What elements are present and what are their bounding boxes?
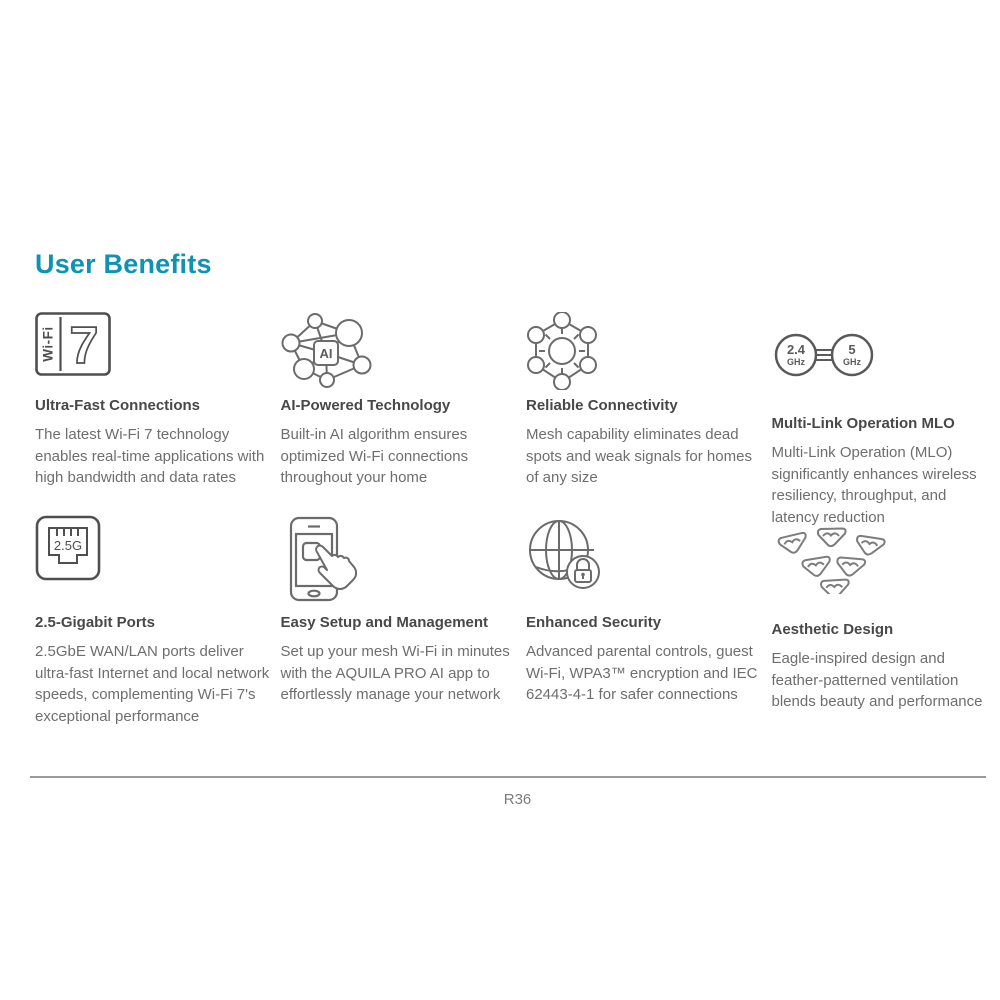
benefit-title: Reliable Connectivity <box>526 397 678 414</box>
benefit-title: Ultra-Fast Connections <box>35 397 201 414</box>
benefit-description: Mesh capability eliminates dead spots and weak signals for homes of any size <box>526 426 752 486</box>
benefit-reliable-connectivity <box>526 312 772 512</box>
footer-divider <box>30 776 986 778</box>
benefit-multi-link-operation <box>771 312 1000 526</box>
dual-band-link-icon <box>772 312 993 415</box>
benefit-easy-setup-management <box>281 512 527 727</box>
benefit-description: Advanced parental controls, guest Wi-Fi, WPA3™ encryption and IEC 62443-4-1 for safer connections <box>526 643 758 703</box>
port-speed-label: 2.5G <box>53 538 83 553</box>
feather-pattern-icon <box>772 512 993 621</box>
benefit-description: Multi-Link Operation (MLO) significantly enhances wireless resiliency, throughput, and latency reduction <box>771 444 977 526</box>
phone-tap-icon <box>281 512 519 614</box>
wifi-label: Wi-Fi <box>40 326 56 362</box>
wifi7-badge-icon <box>35 312 273 397</box>
ghz-label: GHz <box>842 356 861 367</box>
page-title: User Benefits <box>35 249 212 279</box>
globe-lock-icon <box>526 512 764 614</box>
benefit-title: Multi-Link Operation MLO <box>771 415 955 432</box>
benefit-ai-powered-technology <box>281 312 527 512</box>
benefit-aesthetic-design <box>772 512 1000 727</box>
benefit-description: 2.5GbE WAN/LAN ports deliver ultra-fast Internet and local network speeds, complementing Wi-Fi 7's exceptional performance <box>35 643 270 725</box>
benefit-description: The latest Wi-Fi 7 technology enables real-time applications with high bandwidth and data rates <box>35 426 265 486</box>
benefit-ultra-fast-connections <box>35 312 281 512</box>
band-24-label: 2.4 <box>786 341 805 357</box>
benefit-enhanced-security <box>526 512 772 727</box>
mesh-network-icon <box>526 312 764 397</box>
benefit-description: Built-in AI algorithm ensures optimized Wi-Fi connections throughout your home <box>280 426 469 486</box>
benefit-title: AI-Powered Technology <box>280 397 451 414</box>
ai-network-icon <box>281 312 519 397</box>
benefit-title: Easy Setup and Management <box>280 614 489 631</box>
ghz-label: GHz <box>786 356 805 367</box>
ai-label: AI <box>319 346 332 361</box>
benefit-description: Set up your mesh Wi-Fi in minutes with the AQUILA PRO AI app to effortlessly manage your network <box>280 643 510 703</box>
benefits-grid <box>35 312 1000 727</box>
band-5-label: 5 <box>847 341 856 357</box>
benefit-description: Eagle-inspired design and feather-patterned ventilation blends beauty and performance <box>771 650 983 710</box>
ethernet-port-icon <box>35 512 273 614</box>
seven-label: 7 <box>69 317 99 375</box>
benefit-title: 2.5-Gigabit Ports <box>35 614 156 631</box>
benefit-2-5-gigabit-ports <box>35 512 281 727</box>
benefit-title: Enhanced Security <box>526 614 662 631</box>
page-number: R36 <box>503 791 532 808</box>
benefit-title: Aesthetic Design <box>771 621 894 638</box>
